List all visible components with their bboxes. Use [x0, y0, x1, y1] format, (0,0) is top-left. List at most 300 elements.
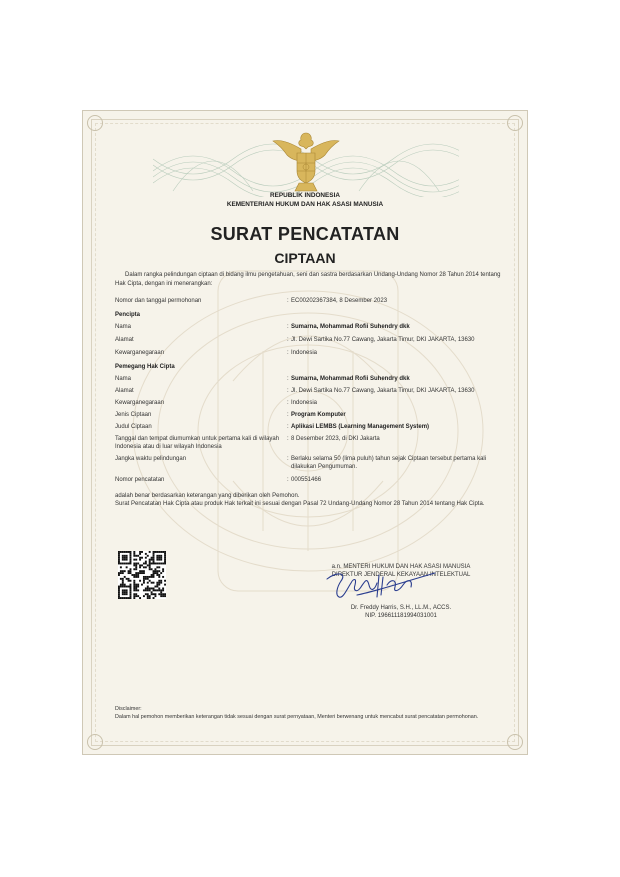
qr-module [124, 559, 126, 561]
qr-module [160, 555, 162, 557]
qr-module [145, 561, 147, 563]
qr-module [153, 559, 155, 561]
qr-module [139, 580, 141, 582]
qr-module [147, 586, 149, 588]
qr-module [122, 597, 124, 599]
qr-module [133, 576, 135, 578]
qr-module [145, 566, 147, 568]
qr-module [153, 593, 155, 595]
holder-heading: Pemegang Hak Cipta [115, 364, 175, 370]
qr-module [149, 587, 151, 589]
qr-module [147, 576, 149, 578]
qr-module [124, 586, 126, 588]
qr-module [133, 574, 135, 576]
creator-citizenship-value: Indonesia [291, 350, 318, 356]
application-value: EC00202367384, 8 Desember 2023 [291, 298, 388, 304]
qr-module [145, 563, 147, 565]
qr-module [124, 563, 126, 565]
work-title-label: Judul Ciptaan [115, 424, 152, 430]
qr-module [118, 589, 120, 591]
holder-name-label: Nama [115, 376, 132, 382]
corner-ornament-bottom-right [507, 734, 523, 750]
qr-module [122, 584, 124, 586]
qr-module [151, 576, 153, 578]
publication-label: Tanggal dan tempat diumumkan untuk pertama kali di wilayah Indonesia atau di luar wilayah Indonesia [115, 436, 280, 450]
qr-module [126, 559, 128, 561]
qr-module [156, 574, 158, 576]
qr-module [160, 580, 162, 582]
qr-module [133, 593, 135, 595]
qr-module [156, 563, 158, 565]
certificate-sheet [82, 110, 528, 755]
qr-module [160, 572, 162, 574]
qr-module [154, 589, 156, 591]
qr-module [135, 568, 137, 570]
qr-module [153, 555, 155, 557]
qr-module [160, 557, 162, 559]
qr-module [130, 587, 132, 589]
qr-module [147, 587, 149, 589]
qr-module [141, 570, 143, 572]
qr-module [154, 595, 156, 597]
qr-module [145, 557, 147, 559]
qr-module [154, 563, 156, 565]
qr-module [164, 584, 166, 586]
qr-module [126, 593, 128, 595]
qr-module [151, 559, 153, 561]
qr-module [160, 559, 162, 561]
qr-module [158, 557, 160, 559]
qr-module [118, 551, 120, 553]
qr-module [130, 584, 132, 586]
qr-module [139, 570, 141, 572]
qr-module [128, 580, 130, 582]
qr-module [135, 555, 137, 557]
qr-module [149, 597, 151, 599]
qr-module [137, 586, 139, 588]
qr-module [160, 589, 162, 591]
separator: : [287, 337, 289, 343]
qr-module [137, 589, 139, 591]
qr-module [120, 563, 122, 565]
qr-module [162, 551, 164, 553]
qr-module [137, 576, 139, 578]
qr-module [149, 589, 151, 591]
qr-module [143, 582, 145, 584]
qr-module [133, 586, 135, 588]
qr-module [124, 593, 126, 595]
qr-module [118, 595, 120, 597]
qr-module [130, 572, 132, 574]
qr-module [135, 564, 137, 566]
closing-line-1: adalah benar berdasarkan keterangan yang diberikan oleh Pemohon. [115, 493, 300, 499]
qr-module [158, 551, 160, 553]
qr-module [118, 574, 120, 576]
publication-value: 8 Desember 2023, di DKI Jakarta [291, 436, 380, 442]
qr-module [158, 559, 160, 561]
qr-module [147, 589, 149, 591]
qr-module [124, 555, 126, 557]
qr-module [151, 591, 153, 593]
qr-module [135, 576, 137, 578]
qr-module [164, 580, 166, 582]
separator: : [287, 477, 289, 483]
qr-module [139, 597, 141, 599]
qr-module [149, 566, 151, 568]
qr-module [158, 593, 160, 595]
qr-module [120, 578, 122, 580]
qr-module [126, 591, 128, 593]
qr-module [122, 578, 124, 580]
qr-module [145, 578, 147, 580]
qr-module [137, 574, 139, 576]
holder-citizenship-value: Indonesia [291, 400, 318, 406]
qr-module [153, 563, 155, 565]
qr-module [122, 559, 124, 561]
separator: : [287, 424, 289, 430]
qr-module [122, 589, 124, 591]
protection-term-value: Berlaku selama 50 (lima puluh) tahun sejak Ciptaan tersebut pertama kali dilakukan Pengumuman. [291, 456, 487, 470]
qr-module [149, 580, 151, 582]
qr-module [143, 578, 145, 580]
qr-module [153, 589, 155, 591]
qr-module [151, 568, 153, 570]
qr-module [145, 593, 147, 595]
qr-module [156, 589, 158, 591]
qr-module [164, 553, 166, 555]
qr-module [158, 589, 160, 591]
qr-module [128, 551, 130, 553]
qr-module [147, 555, 149, 557]
qr-module [124, 584, 126, 586]
qr-module [145, 587, 147, 589]
qr-module [133, 597, 135, 599]
qr-module [158, 584, 160, 586]
corner-ornament-bottom-left [87, 734, 103, 750]
qr-module [151, 557, 153, 559]
qr-module [153, 570, 155, 572]
issuer-ministry: KEMENTERIAN HUKUM DAN HAK ASASI MANUSIA [226, 200, 384, 208]
issuer-country: REPUBLIK INDONESIA [270, 192, 340, 199]
qr-module [149, 561, 151, 563]
qr-module [135, 587, 137, 589]
separator: : [287, 376, 289, 382]
qr-module [124, 576, 126, 578]
qr-module [133, 582, 135, 584]
qr-module [130, 580, 132, 582]
qr-module [137, 572, 139, 574]
qr-module [156, 572, 158, 574]
qr-module [135, 566, 137, 568]
qr-module [164, 555, 166, 557]
qr-module [118, 561, 120, 563]
record-number-label: Nomor pencatatan [115, 477, 165, 483]
qr-module [133, 553, 135, 555]
qr-module [153, 597, 155, 599]
qr-module [162, 570, 164, 572]
qr-module [162, 587, 164, 589]
qr-module [126, 557, 128, 559]
qr-module [162, 589, 164, 591]
issuer-header [83, 192, 527, 209]
qr-module [141, 557, 143, 559]
qr-module [118, 593, 120, 595]
qr-module [118, 591, 120, 593]
qr-module [118, 557, 120, 559]
qr-module [153, 576, 155, 578]
separator: : [287, 298, 289, 304]
qr-module [149, 576, 151, 578]
qr-module [126, 551, 128, 553]
qr-module [137, 563, 139, 565]
qr-module [135, 589, 137, 591]
holder-citizenship-label: Kewarganegaraan [115, 400, 165, 406]
qr-module [158, 576, 160, 578]
qr-module [160, 563, 162, 565]
qr-module [164, 563, 166, 565]
separator: : [287, 388, 289, 394]
qr-module [130, 591, 132, 593]
qr-module [156, 566, 158, 568]
qr-module [128, 597, 130, 599]
signatory-nip: NIP. 196611181994031001 [365, 613, 437, 619]
qr-module [149, 559, 151, 561]
disclaimer-text: Dalam hal pemohon memberikan keterangan tidak sesuai dengan surat pernyataan, Menteri berwenang untuk mencabut surat pencatatan permohonan. [115, 714, 479, 720]
work-type-label: Jenis Ciptaan [115, 412, 152, 418]
qr-module [139, 559, 141, 561]
qr-module [153, 561, 155, 563]
qr-module [164, 561, 166, 563]
qr-code-icon [118, 551, 166, 599]
qr-module [120, 570, 122, 572]
qr-module [151, 582, 153, 584]
qr-module [118, 597, 120, 599]
qr-module [154, 551, 156, 553]
qr-module [149, 595, 151, 597]
qr-module [164, 595, 166, 597]
qr-module [137, 584, 139, 586]
qr-module [120, 551, 122, 553]
qr-module [145, 589, 147, 591]
handwritten-signature-icon [317, 565, 437, 603]
qr-module [124, 591, 126, 593]
qr-module [133, 559, 135, 561]
qr-module [133, 584, 135, 586]
qr-module [122, 570, 124, 572]
work-type-value: Program Komputer [291, 412, 346, 418]
qr-module [133, 563, 135, 565]
qr-module [162, 595, 164, 597]
qr-module [158, 580, 160, 582]
qr-module [124, 557, 126, 559]
qr-module [135, 563, 137, 565]
qr-module [153, 557, 155, 559]
qr-module [137, 555, 139, 557]
qr-module [158, 582, 160, 584]
qr-module [153, 551, 155, 553]
qr-module [118, 572, 120, 574]
holder-name-value: Sumarna, Mohammad Rofii Suhendry dkk [291, 376, 410, 382]
qr-module [143, 566, 145, 568]
qr-module [145, 576, 147, 578]
qr-module [130, 597, 132, 599]
qr-module [162, 576, 164, 578]
qr-module [120, 586, 122, 588]
separator: : [287, 350, 289, 356]
qr-module [153, 553, 155, 555]
qr-module [122, 580, 124, 582]
qr-module [145, 553, 147, 555]
qr-module [122, 593, 124, 595]
qr-module [164, 559, 166, 561]
signatory-line-2: DIREKTUR JENDERAL KEKAYAAN INTELEKTUAL [331, 572, 471, 578]
qr-module [126, 555, 128, 557]
qr-module [149, 568, 151, 570]
qr-module [143, 580, 145, 582]
qr-module [147, 593, 149, 595]
intro-paragraph: Dalam rangka pelindungan ciptaan di bidang ilmu pengetahuan, seni dan sastra berdasarkan Undang-Undang Nomor 28 Tahun 2014 tentang Hak Cipta, dengan ini menerangkan: [115, 272, 501, 287]
qr-module [122, 557, 124, 559]
qr-module [130, 595, 132, 597]
qr-module [130, 553, 132, 555]
separator: : [287, 412, 289, 418]
qr-module [149, 551, 151, 553]
qr-module [160, 593, 162, 595]
qr-module [131, 574, 133, 576]
qr-module [126, 586, 128, 588]
qr-module [126, 563, 128, 565]
qr-module [128, 572, 130, 574]
qr-module [160, 591, 162, 593]
qr-module [126, 566, 128, 568]
separator: : [287, 324, 289, 330]
qr-module [133, 564, 135, 566]
qr-module [147, 582, 149, 584]
separator: : [287, 400, 289, 406]
qr-module [130, 589, 132, 591]
qr-module [153, 582, 155, 584]
qr-module [154, 568, 156, 570]
qr-module [130, 586, 132, 588]
qr-module [139, 572, 141, 574]
qr-module [139, 553, 141, 555]
qr-module [151, 587, 153, 589]
qr-module [154, 593, 156, 595]
creator-address-value: Jl. Dewi Sartika No.77 Cawang, Jakarta Timur, DKI JAKARTA, 13630 [291, 337, 475, 343]
qr-module [156, 557, 158, 559]
qr-module [158, 587, 160, 589]
qr-module [151, 593, 153, 595]
qr-module [118, 563, 120, 565]
qr-module [158, 570, 160, 572]
holder-address-value: Jl. Dewi Sartika No.77 Cawang, Jakarta Timur, DKI JAKARTA, 13630 [291, 388, 475, 394]
qr-module [133, 587, 135, 589]
qr-module [151, 574, 153, 576]
qr-module [130, 559, 132, 561]
qr-module [139, 566, 141, 568]
closing-line-2: Surat Pencatatan Hak Cipta atau produk Hak terkait ini sesuai dengan Pasal 72 Undang-Undang Nomor 28 Tahun 2014 tentang Hak Cipta. [115, 501, 485, 507]
qr-module [133, 551, 135, 553]
qr-module [118, 559, 120, 561]
qr-module [133, 595, 135, 597]
qr-module [135, 559, 137, 561]
qr-module [124, 551, 126, 553]
garuda-crest-icon [271, 125, 341, 197]
qr-module [128, 570, 130, 572]
creator-name-label: Nama [115, 324, 132, 330]
qr-module [124, 597, 126, 599]
qr-module [130, 557, 132, 559]
qr-module [162, 568, 164, 570]
qr-module [124, 570, 126, 572]
qr-module [118, 555, 120, 557]
separator: : [287, 436, 289, 442]
qr-module [147, 564, 149, 566]
protection-term-label: Jangka waktu pelindungan [115, 456, 187, 462]
qr-module [122, 555, 124, 557]
qr-module [122, 591, 124, 593]
qr-module [124, 589, 126, 591]
qr-module [147, 578, 149, 580]
qr-module [128, 586, 130, 588]
qr-module [162, 563, 164, 565]
qr-module [162, 593, 164, 595]
qr-module [153, 572, 155, 574]
qr-module [118, 586, 120, 588]
qr-module [130, 555, 132, 557]
qr-module [154, 570, 156, 572]
qr-module [130, 551, 132, 553]
qr-module [135, 574, 137, 576]
qr-module [122, 551, 124, 553]
signatory-name: Dr. Freddy Harris, S.H., LL.M., ACCS. [350, 605, 452, 611]
qr-module [135, 584, 137, 586]
qr-module [156, 584, 158, 586]
qr-module [158, 555, 160, 557]
application-label: Nomor dan tanggal permohonan [115, 298, 202, 304]
separator: : [287, 456, 289, 462]
disclaimer [115, 705, 511, 721]
qr-module [120, 584, 122, 586]
qr-module [156, 559, 158, 561]
work-title-value: Aplikasi LEMBS (Learning Management System) [291, 424, 430, 430]
qr-module [118, 553, 120, 555]
qr-module [130, 563, 132, 565]
qr-module [130, 561, 132, 563]
qr-module [143, 563, 145, 565]
qr-module [154, 586, 156, 588]
qr-module [120, 566, 122, 568]
qr-module [141, 584, 143, 586]
qr-module [133, 555, 135, 557]
qr-module [126, 589, 128, 591]
signatory-line-1: a.n. MENTERI HUKUM DAN HAK ASASI MANUSIA [331, 564, 471, 570]
corner-ornament-top-left [87, 115, 103, 131]
qr-module [143, 570, 145, 572]
qr-module [139, 557, 141, 559]
qr-module [160, 595, 162, 597]
creator-address-label: Alamat [115, 337, 134, 343]
qr-module [139, 551, 141, 553]
document-title: SURAT PENCATATAN [210, 224, 400, 244]
qr-module [128, 563, 130, 565]
qr-module [143, 572, 145, 574]
qr-module [122, 572, 124, 574]
qr-module [149, 563, 151, 565]
qr-module [147, 597, 149, 599]
creator-heading: Pencipta [115, 312, 141, 318]
qr-module [130, 593, 132, 595]
